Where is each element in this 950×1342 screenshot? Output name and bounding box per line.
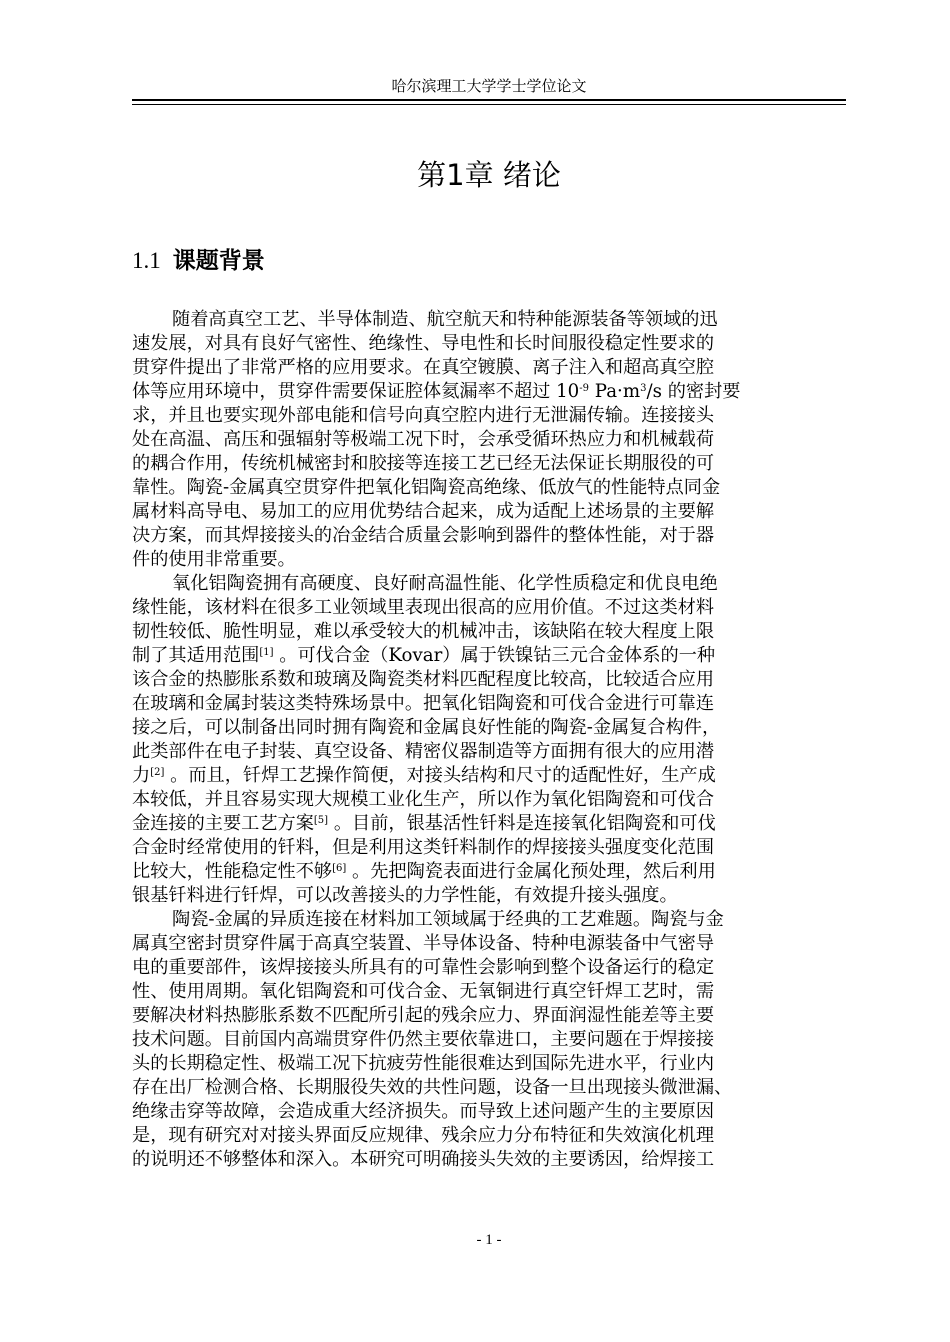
text-line: 的耦合作用，传统机械密封和胶接等连接工艺已经无法保证长期服役的可: [132, 453, 715, 474]
running-header: 哈尔滨理工大学学士学位论文: [391, 77, 587, 95]
text-line: 属真空密封贯穿件属于高真空装置、半导体设备、特种电源装备中气密导: [132, 933, 715, 954]
text-line: 技术问题。目前国内高端贯穿件仍然主要依靠进口，主要问题在于焊接接: [132, 1029, 715, 1050]
text-line: 金连接的主要工艺方案[5] 。目前，银基活性钎料是连接氧化铝陶瓷和可伐: [132, 813, 716, 834]
text-line: 的说明还不够整体和深入。本研究可明确接头失效的主要诱因，给焊接工: [132, 1149, 715, 1170]
text-line: 存在出厂检测合格、长期服役失效的共性问题，设备一旦出现接头微泄漏、: [132, 1077, 733, 1098]
header-rule-thick: [132, 99, 846, 101]
paragraph: [132, 908, 846, 1172]
text-line: 银基钎料进行钎焊，可以改善接头的力学性能，有效提升接头强度。: [132, 885, 678, 906]
text-line: 靠性。陶瓷-金属真空贯穿件把氧化铝陶瓷高绝缘、低放气的性能特点同金: [132, 477, 721, 498]
text-line: 缘性能，该材料在很多工业领域里表现出很高的应用价值。不过这类材料: [132, 597, 715, 618]
text-line: 是，现有研究对对接头界面反应规律、残余应力分布特征和失效演化机理: [132, 1125, 715, 1146]
text-line: 件的使用非常重要。: [132, 549, 296, 570]
text-line: 合金时经常使用的钎料，但是利用这类钎料制作的焊接接头强度变化范围: [132, 837, 715, 858]
text-line: 处在高温、高压和强辐射等极端工况下时，会承受循环热应力和机械载荷: [132, 429, 715, 450]
text-line: 绝缘击穿等故障，会造成重大经济损失。而导致上述问题产生的主要原因: [132, 1101, 715, 1122]
text-line: 制了其适用范围[1] 。可伐合金（Kovar）属于铁镍钴三元合金体系的一种: [132, 645, 716, 666]
superscript: 3: [640, 383, 647, 394]
text-line: 速发展，对具有良好气密性、绝缘性、导电性和长时间服役稳定性要求的: [132, 333, 715, 354]
text-line: 电的重要部件，该焊接接头所具有的可靠性会影响到整个设备运行的稳定: [132, 957, 715, 978]
superscript: [6]: [332, 863, 347, 874]
text-line: 本较低，并且容易实现大规模工业化生产，所以作为氧化铝陶瓷和可伐合: [132, 789, 715, 810]
text-line: 体等应用环境中，贯穿件需要保证腔体氦漏率不超过 $10^{-9}$ $Pa\cdot m^3/s$ 的密封要: [132, 381, 741, 402]
chapter-title: 第1章 绪论: [417, 158, 561, 192]
text-line: 在玻璃和金属封装这类特殊场景中。把氧化铝陶瓷和可伐合金进行可靠连: [132, 693, 715, 714]
text-line: 比较大，性能稳定性不够[6] 。先把陶瓷表面进行金属化预处理，然后利用: [132, 861, 716, 882]
header-rule-thin: [132, 104, 846, 105]
text-line: 该合金的热膨胀系数和玻璃及陶瓷类材料匹配程度比较高，比较适合应用: [132, 669, 715, 690]
section-number: 1.1: [132, 248, 161, 273]
superscript: [1]: [259, 647, 274, 658]
text-line: 头的长期稳定性、极端工况下抗疲劳性能很难达到国际先进水平，行业内: [132, 1053, 715, 1074]
text-line: 决方案，而其焊接接头的冶金结合质量会影响到器件的整体性能，对于器: [132, 525, 715, 546]
text-line: 陶瓷-金属的异质连接在材料加工领域属于经典的工艺难题。陶瓷与金: [172, 909, 724, 930]
page-number: - 1 -: [476, 1232, 502, 1248]
paragraph: [132, 308, 846, 572]
text-line: 氧化铝陶瓷拥有高硬度、良好耐高温性能、化学性质稳定和优良电绝: [172, 573, 718, 594]
text-line: 韧性较低、脆性明显，难以承受较大的机械冲击，该缺陷在较大程度上限: [132, 621, 715, 642]
text-line: 要解决材料热膨胀系数不匹配所引起的残余应力、界面润湿性能差等主要: [132, 1005, 715, 1026]
text-line: 求，并且也要实现外部电能和信号向真空腔内进行无泄漏传输。连接接头: [132, 405, 715, 426]
section-title: 课题背景: [172, 248, 265, 274]
body-text: [132, 308, 846, 1172]
section-heading: [132, 244, 632, 278]
superscript: -9: [579, 383, 589, 394]
text-line: 接之后，可以制备出同时拥有陶瓷和金属良好性能的陶瓷-金属复合构件，: [132, 717, 721, 738]
superscript: [5]: [313, 815, 329, 826]
text-line: 性、使用周期。氧化铝陶瓷和可伐合金、无氧铜进行真空钎焊工艺时，需: [132, 981, 715, 1002]
text-line: 随着高真空工艺、半导体制造、航空航天和特种能源装备等领域的迅: [172, 309, 718, 330]
text-line: 贯穿件提出了非常严格的应用要求。在真空镀膜、离子注入和超高真空腔: [132, 357, 715, 378]
paragraph: [132, 572, 846, 908]
superscript: [2]: [150, 767, 165, 778]
text-line: 力[2] 。而且，钎焊工艺操作简便，对接头结构和尺寸的适配性好，生产成: [132, 765, 716, 786]
text-line: 属材料高导电、易加工的应用优势结合起来，成为适配上述场景的主要解: [132, 501, 715, 522]
text-line: 此类部件在电子封装、真空设备、精密仪器制造等方面拥有很大的应用潜: [132, 741, 715, 762]
